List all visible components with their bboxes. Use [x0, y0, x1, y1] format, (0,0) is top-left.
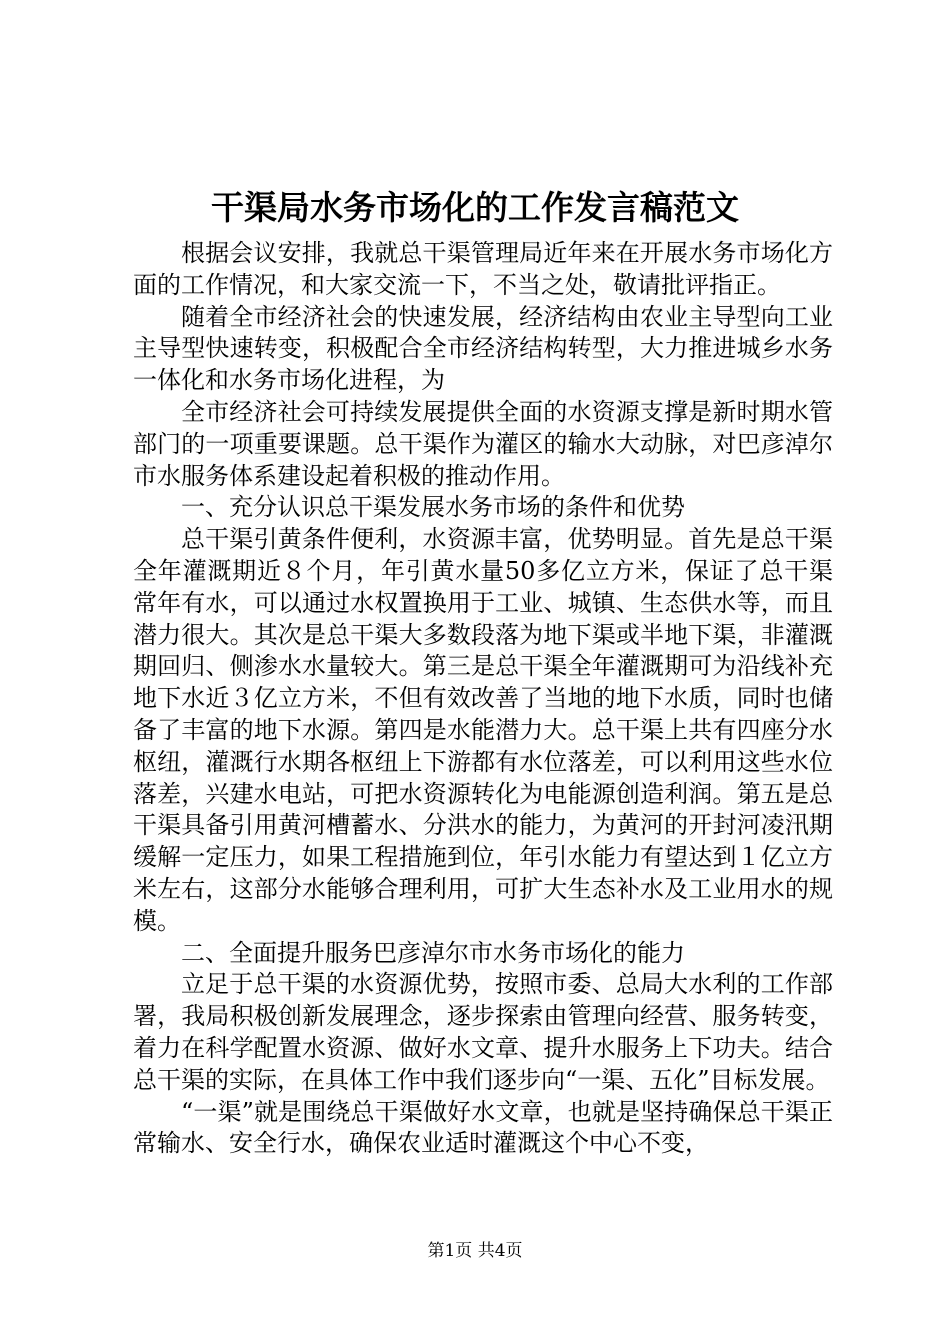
paragraph: “一渠”就是围绕总干渠做好水文章，也就是坚持确保总干渠正常输水、安全行水，确保农业适时灌溉这个中心不变， [133, 1097, 833, 1158]
paragraph: 随着全市经济社会的快速发展，经济结构由农业主导型向工业主导型快速转变，积极配合全市经济结构转型，大力推进城乡水务一体化和水务市场化进程，为 [133, 302, 833, 395]
section-heading: 二、全面提升服务巴彦淖尔市水务市场化的能力 [181, 938, 685, 967]
paragraph: 立足于总干渠的水资源优势，按照市委、总局大水利的工作部署，我局积极创新发展理念，逐步探索由管理向经营、服务转变，着力在科学配置水资源、做好水文章、提升水服务上下功夫。结合总干渠的实际，在具体工作中我们逐步向“一渠、五化”目标发展。 [133, 970, 833, 1094]
paragraph: 总干渠引黄条件便利，水资源丰富，优势明显。首先是总干渠全年灌溉期近８个月，年引黄水量50多亿立方米，保证了总干渠常年有水，可以通过水权置换用于工业、城镇、生态供水等，而且潜力很大。其次是总干渠大多数段落为地下渠或半地下渠，非灌溉期回归、侧渗水水量较大。第三是总干渠全年灌溉期可为沿线补充地下水近３亿立方米，不但有效改善了当地的地下水质，同时也储备了丰富的地下水源。第四是水能潜力大。总干渠上共有四座分水枢纽，灌溉行水期各枢纽上下游都有水位落差，可以利用这些水位落差，兴建水电站，可把水资源转化为电能源创造利润。第五是总干渠具备引用黄河槽蓄水、分洪水的能力，为黄河的开封河凌汛期缓解一定压力，如果工程措施到位，年引水能力有望达到１亿立方米左右，这部分水能够合理利用，可扩大生态补水及工业用水的规模。 [133, 525, 833, 935]
document-body [133, 238, 833, 1160]
page-footer: 第1页 共4页 [427, 1241, 523, 1261]
section-heading: 一、充分认识总干渠发展水务市场的条件和优势 [181, 493, 685, 522]
paragraph: 根据会议安排，我就总干渠管理局近年来在开展水务市场化方面的工作情况，和大家交流一下，不当之处，敬请批评指正。 [133, 239, 833, 299]
paragraph: 全市经济社会可持续发展提供全面的水资源支撑是新时期水管部门的一项重要课题。总干渠作为灌区的输水大动脉，对巴彦淖尔市水服务体系建设起着积极的推动作用。 [133, 397, 833, 490]
document-title: 干渠局水务市场化的工作发言稿范文 [211, 188, 739, 227]
